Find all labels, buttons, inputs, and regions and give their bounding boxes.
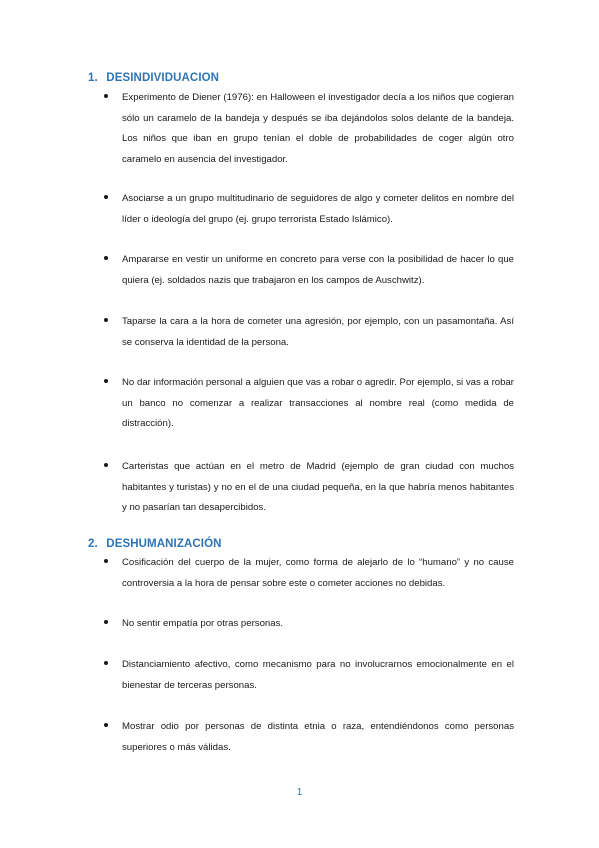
bullet-icon [104,723,108,727]
section-number: 2. [88,538,98,550]
list-item-text: Cosificación del cuerpo de la mujer, como forma de alejarlo de lo “humano” y no cause controversia a la hora de pensar sobre este o cometer acciones no debidas. [122,557,514,589]
list-item [104,250,514,291]
list-item-text: Experimento de Diener (1976): en Halloween el investigador decía a los niños que cogieran sólo un caramelo de la bandeja y después se iba dejándolos solos delante de la bandeja. Los niños que iban en grupo tenían el doble de probabilidades de coger algún otro caramelo en ausencia del investigador. [122,92,514,165]
bullet-icon [104,195,108,199]
list-item [104,655,514,696]
list-item-text: Asociarse a un grupo multitudinario de seguidores de algo y cometer delitos en nombre del líder o ideología del grupo (ej. grupo terrorista Estado Islámico). [122,193,514,225]
section-number: 1. [88,72,98,84]
section-heading-deshumanizacion [88,538,222,550]
bullet-icon [104,94,108,98]
page-number: 1 [296,787,303,798]
list-item-text: Ampararse en vestir un uniforme en concreto para verse con la posibilidad de hacer lo que quiera (ej. soldados nazis que trabajaron en los campos de Auschwitz). [122,254,514,286]
list-item [104,457,514,519]
list-item [104,189,514,230]
list-item-text: Mostrar odio por personas de distinta etnia o raza, entendiéndonos como personas superiores o más válidas. [122,721,514,753]
list-item [104,553,514,594]
list-item-text: Taparse la cara a la hora de cometer una agresión, por ejemplo, con un pasamontaña. Así se conserva la identidad de la persona. [122,316,514,348]
bullet-icon [104,661,108,665]
list-item [104,717,514,758]
list-item-text: Carteristas que actúan en el metro de Madrid (ejemplo de gran ciudad con muchos habitantes y turistas) y no en el de una ciudad pequeña, en la que habría menos habitantes y no pasarían tan desapercibidos. [122,461,514,513]
list-item [104,88,514,170]
list-item-text: Distanciamiento afectivo, como mecanismo para no involucrarnos emocionalmente en el bienestar de terceras personas. [122,659,514,691]
bullet-icon [104,379,108,383]
section-title: DESINDIVIDUACION [106,72,220,84]
list-item [104,312,514,353]
bullet-icon [104,318,108,322]
list-item [104,373,514,435]
bullet-icon [104,463,108,467]
list-item-text: No dar información personal a alguien que vas a robar o agredir. Por ejemplo, si vas a robar un banco no comenzar a realizar transacciones al nombre real (como medida de distracción). [122,377,514,429]
bullet-icon [104,256,108,260]
section-title: DESHUMANIZACIÓN [106,538,222,550]
bullet-icon [104,559,108,563]
list-item-text: No sentir empatía por otras personas. [122,618,284,629]
list-item [104,614,514,635]
section-heading-desindividuacion [88,72,219,84]
bullet-icon [104,620,108,624]
